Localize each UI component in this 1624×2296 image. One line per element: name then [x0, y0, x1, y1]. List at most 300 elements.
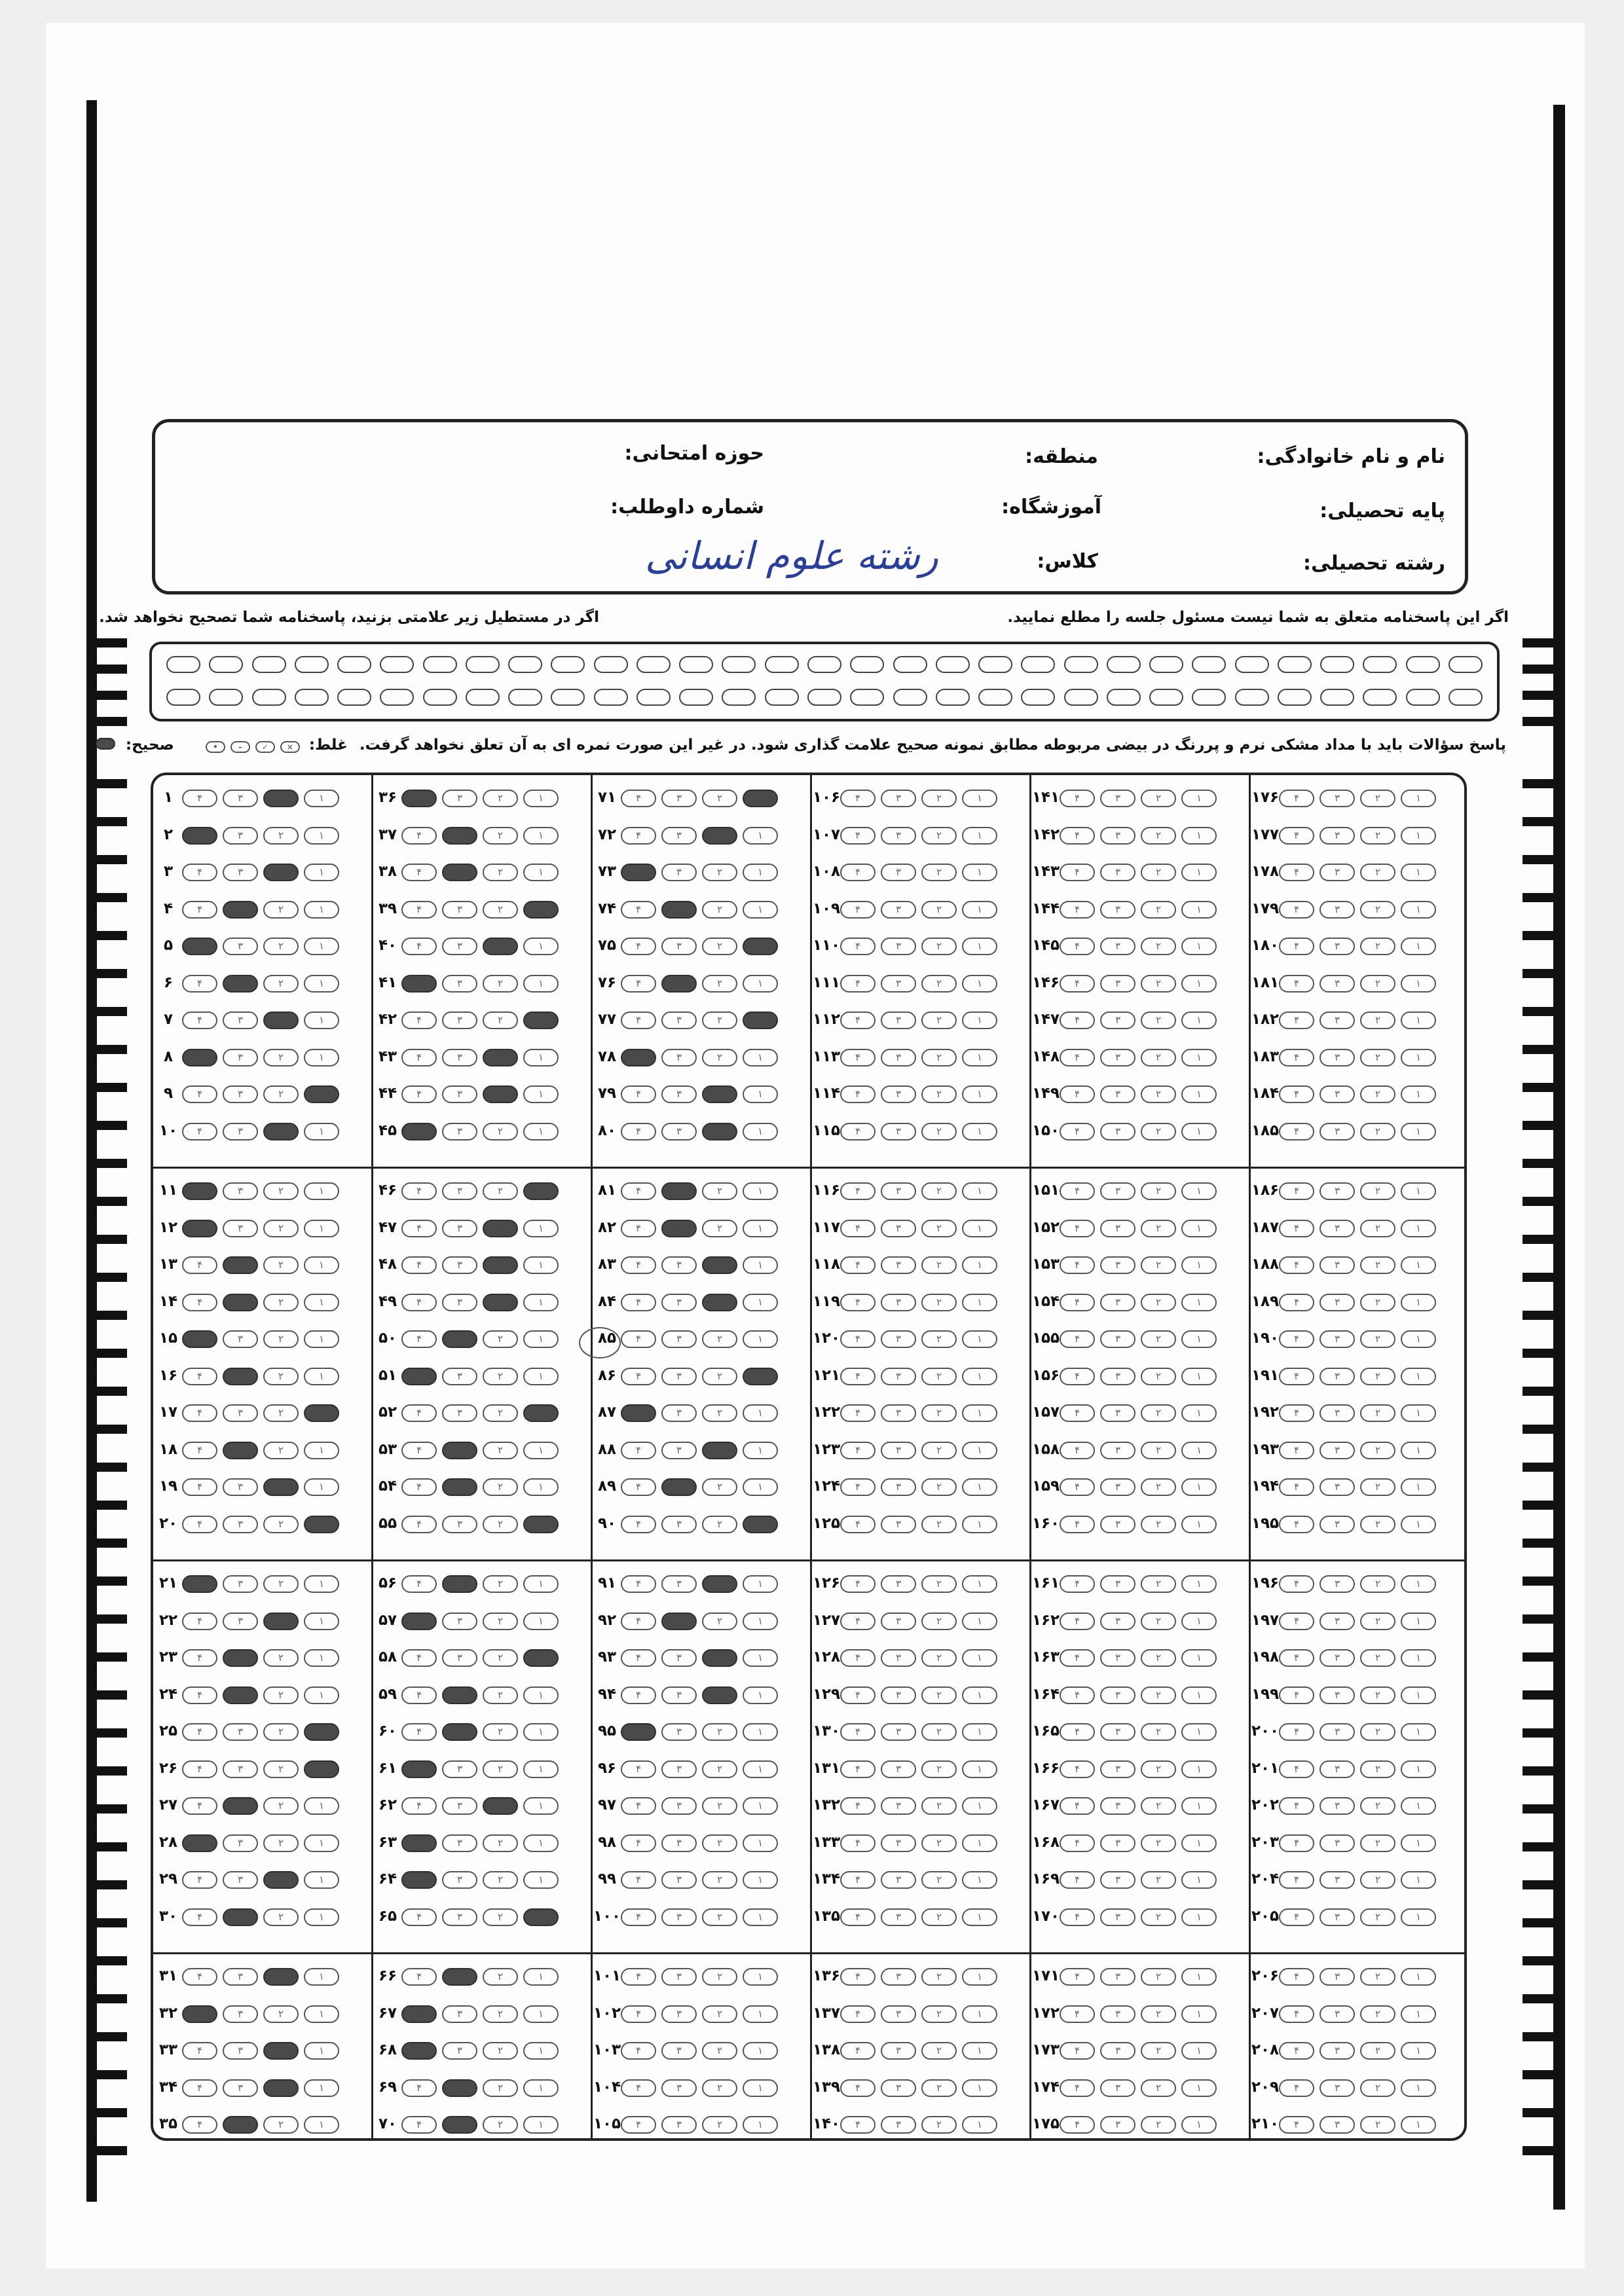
option-bubble[interactable]: ۱ — [1401, 1613, 1436, 1630]
option-bubble[interactable]: ۴ — [1279, 1404, 1314, 1422]
option-bubble[interactable]: ۳ — [881, 1834, 916, 1852]
option-bubble[interactable]: ۴ — [621, 1686, 656, 1704]
option-bubble[interactable]: ۳ — [661, 1686, 697, 1704]
option-bubble[interactable]: ۳ — [661, 2042, 697, 2060]
option-bubble[interactable]: ۱ — [1181, 1404, 1217, 1422]
option-bubble[interactable]: ۱ — [1401, 2116, 1436, 2134]
option-bubble[interactable]: ۳ — [1320, 975, 1355, 993]
option-bubble[interactable]: ۴ — [1279, 1442, 1314, 1459]
option-bubble[interactable]: ۱ — [1401, 1760, 1436, 1778]
option-bubble[interactable]: ۲ — [263, 2116, 299, 2134]
option-bubble[interactable]: ۲ — [263, 1686, 299, 1704]
option-bubble[interactable]: ۲ — [483, 1011, 518, 1029]
option-bubble[interactable]: ۱ — [523, 2079, 559, 2097]
option-bubble[interactable]: ۴ — [1279, 1649, 1314, 1667]
option-bubble[interactable]: ۱ — [523, 1613, 559, 1630]
option-bubble[interactable]: ۳ — [1320, 1123, 1355, 1140]
option-bubble[interactable]: ۳ — [223, 827, 258, 845]
option-bubble[interactable]: ۴ — [401, 1330, 437, 1348]
option-bubble[interactable]: ۳ — [223, 1011, 258, 1029]
code-bubble[interactable] — [1192, 656, 1226, 673]
option-bubble[interactable]: ۳ — [1320, 2005, 1355, 2023]
option-bubble[interactable]: ۴ — [621, 1368, 656, 1385]
option-bubble[interactable]: ۴ — [1060, 975, 1095, 993]
option-bubble[interactable]: ۴ — [621, 1478, 656, 1496]
option-bubble[interactable]: ۴ — [840, 1085, 876, 1103]
option-bubble[interactable]: ۲ — [921, 1085, 957, 1103]
option-bubble[interactable]: ۴ — [182, 1686, 217, 1704]
option-bubble[interactable]: ۴ — [1279, 1085, 1314, 1103]
code-bubble[interactable] — [893, 689, 927, 706]
option-bubble[interactable]: ۲ — [921, 1516, 957, 1533]
option-bubble[interactable]: ۴ — [182, 1442, 217, 1459]
option-bubble[interactable]: ۴ — [1060, 1256, 1095, 1274]
option-bubble[interactable]: ۱ — [962, 1049, 997, 1066]
option-bubble[interactable]: ۱ — [1181, 1330, 1217, 1348]
option-bubble[interactable]: ۴ — [1279, 1613, 1314, 1630]
option-bubble[interactable]: ۲ — [483, 790, 518, 807]
option-bubble[interactable]: ۱ — [1401, 1085, 1436, 1103]
option-bubble[interactable]: ۱ — [743, 1760, 778, 1778]
option-bubble[interactable]: ۳ — [1100, 1442, 1135, 1459]
option-bubble[interactable]: ۱ — [1181, 864, 1217, 881]
option-bubble[interactable]: ۳ — [442, 1797, 477, 1815]
option-bubble[interactable]: ۴ — [621, 1123, 656, 1140]
option-bubble[interactable]: ۱ — [962, 1797, 997, 1815]
option-bubble[interactable]: ۲ — [921, 2116, 957, 2134]
option-bubble[interactable] — [702, 1575, 737, 1593]
option-bubble[interactable]: ۴ — [401, 1256, 437, 1274]
option-bubble[interactable]: ۱ — [1181, 1182, 1217, 1200]
option-bubble[interactable]: ۲ — [263, 1368, 299, 1385]
code-bubble[interactable] — [1192, 689, 1226, 706]
option-bubble[interactable]: ۴ — [840, 1516, 876, 1533]
option-bubble[interactable]: ۴ — [1279, 2042, 1314, 2060]
option-bubble[interactable]: ۲ — [483, 1760, 518, 1778]
option-bubble[interactable]: ۱ — [1181, 1613, 1217, 1630]
option-bubble[interactable]: ۱ — [743, 1613, 778, 1630]
option-bubble[interactable]: ۲ — [1141, 901, 1176, 919]
option-bubble[interactable]: ۱ — [1401, 1575, 1436, 1593]
option-bubble[interactable]: ۴ — [840, 1613, 876, 1630]
option-bubble[interactable]: ۲ — [921, 1330, 957, 1348]
option-bubble[interactable]: ۴ — [1060, 827, 1095, 845]
option-bubble[interactable]: ۳ — [881, 901, 916, 919]
option-bubble[interactable]: ۲ — [921, 1123, 957, 1140]
option-bubble[interactable]: ۲ — [921, 1011, 957, 1029]
option-bubble[interactable]: ۱ — [523, 938, 559, 955]
option-bubble[interactable]: ۳ — [881, 1182, 916, 1200]
option-bubble[interactable]: ۳ — [661, 1085, 697, 1103]
option-bubble[interactable]: ۲ — [263, 1330, 299, 1348]
option-bubble[interactable]: ۲ — [1360, 1516, 1395, 1533]
option-bubble[interactable] — [483, 1256, 518, 1274]
option-bubble[interactable]: ۳ — [661, 827, 697, 845]
option-bubble[interactable]: ۳ — [442, 1256, 477, 1274]
option-bubble[interactable]: ۴ — [401, 1575, 437, 1593]
option-bubble[interactable] — [223, 901, 258, 919]
option-bubble[interactable]: ۳ — [1100, 1294, 1135, 1311]
option-bubble[interactable]: ۲ — [1141, 1123, 1176, 1140]
option-bubble[interactable]: ۳ — [442, 901, 477, 919]
code-bubble[interactable] — [1406, 656, 1440, 673]
option-bubble[interactable]: ۴ — [182, 1797, 217, 1815]
option-bubble[interactable]: ۴ — [1279, 1575, 1314, 1593]
option-bubble[interactable]: ۳ — [1320, 2042, 1355, 2060]
option-bubble[interactable]: ۱ — [962, 2005, 997, 2023]
option-bubble[interactable]: ۲ — [921, 975, 957, 993]
option-bubble[interactable]: ۱ — [1401, 1049, 1436, 1066]
option-bubble[interactable]: ۱ — [962, 1478, 997, 1496]
option-bubble[interactable]: ۴ — [621, 1871, 656, 1889]
option-bubble[interactable]: ۱ — [1181, 1011, 1217, 1029]
option-bubble[interactable]: ۱ — [523, 1085, 559, 1103]
option-bubble[interactable]: ۲ — [1360, 1649, 1395, 1667]
option-bubble[interactable]: ۳ — [881, 1723, 916, 1741]
option-bubble[interactable]: ۳ — [661, 2005, 697, 2023]
option-bubble[interactable]: ۲ — [1141, 790, 1176, 807]
option-bubble[interactable]: ۱ — [1401, 2042, 1436, 2060]
option-bubble[interactable]: ۳ — [442, 1760, 477, 1778]
option-bubble[interactable]: ۳ — [881, 1968, 916, 1986]
option-bubble[interactable]: ۳ — [1100, 790, 1135, 807]
option-bubble[interactable]: ۳ — [223, 2042, 258, 2060]
option-bubble[interactable]: ۳ — [661, 1404, 697, 1422]
option-bubble[interactable] — [442, 2079, 477, 2097]
option-bubble[interactable] — [702, 1294, 737, 1311]
option-bubble[interactable] — [661, 901, 697, 919]
option-bubble[interactable]: ۳ — [1100, 2042, 1135, 2060]
option-bubble[interactable]: ۱ — [1181, 2042, 1217, 2060]
option-bubble[interactable]: ۲ — [702, 2116, 737, 2134]
option-bubble[interactable]: ۳ — [1320, 1256, 1355, 1274]
option-bubble[interactable] — [442, 1968, 477, 1986]
option-bubble[interactable]: ۲ — [921, 790, 957, 807]
option-bubble[interactable]: ۲ — [1360, 1797, 1395, 1815]
option-bubble[interactable]: ۲ — [1141, 1330, 1176, 1348]
option-bubble[interactable] — [223, 1908, 258, 1926]
option-bubble[interactable]: ۱ — [1401, 827, 1436, 845]
option-bubble[interactable] — [223, 2116, 258, 2134]
option-bubble[interactable]: ۳ — [881, 1368, 916, 1385]
option-bubble[interactable]: ۱ — [304, 1649, 339, 1667]
option-bubble[interactable] — [621, 1723, 656, 1741]
option-bubble[interactable]: ۲ — [1141, 1760, 1176, 1778]
option-bubble[interactable]: ۴ — [840, 1575, 876, 1593]
option-bubble[interactable]: ۴ — [621, 827, 656, 845]
option-bubble[interactable]: ۲ — [1141, 1182, 1176, 1200]
option-bubble[interactable]: ۱ — [304, 827, 339, 845]
option-bubble[interactable]: ۲ — [263, 1834, 299, 1852]
option-bubble[interactable]: ۳ — [661, 1834, 697, 1852]
option-bubble[interactable]: ۳ — [223, 1182, 258, 1200]
option-bubble[interactable]: ۳ — [1100, 938, 1135, 955]
option-bubble[interactable]: ۳ — [442, 1649, 477, 1667]
option-bubble[interactable]: ۲ — [921, 1871, 957, 1889]
option-bubble[interactable]: ۱ — [304, 1478, 339, 1496]
option-bubble[interactable]: ۲ — [921, 1442, 957, 1459]
code-bubble[interactable] — [209, 656, 243, 673]
option-bubble[interactable]: ۳ — [223, 1613, 258, 1630]
option-bubble[interactable]: ۱ — [743, 1182, 778, 1200]
code-bubble[interactable] — [893, 656, 927, 673]
code-bubble[interactable] — [337, 656, 371, 673]
option-bubble[interactable]: ۴ — [401, 1649, 437, 1667]
option-bubble[interactable] — [182, 1330, 217, 1348]
option-bubble[interactable]: ۳ — [881, 790, 916, 807]
option-bubble[interactable]: ۱ — [1181, 790, 1217, 807]
option-bubble[interactable]: ۱ — [523, 1294, 559, 1311]
option-bubble[interactable]: ۱ — [1401, 1478, 1436, 1496]
option-bubble[interactable]: ۴ — [1060, 2042, 1095, 2060]
code-bubble[interactable] — [466, 689, 500, 706]
option-bubble[interactable]: ۲ — [1360, 1871, 1395, 1889]
option-bubble[interactable] — [401, 1834, 437, 1852]
option-bubble[interactable] — [182, 1182, 217, 1200]
option-bubble[interactable] — [743, 1516, 778, 1533]
option-bubble[interactable]: ۴ — [1060, 1613, 1095, 1630]
option-bubble[interactable]: ۱ — [1401, 1330, 1436, 1348]
option-bubble[interactable]: ۳ — [1100, 1613, 1135, 1630]
option-bubble[interactable]: ۱ — [962, 1613, 997, 1630]
option-bubble[interactable]: ۲ — [1141, 2005, 1176, 2023]
option-bubble[interactable]: ۳ — [1320, 1049, 1355, 1066]
option-bubble[interactable]: ۳ — [442, 2005, 477, 2023]
option-bubble[interactable]: ۱ — [1181, 1516, 1217, 1533]
option-bubble[interactable]: ۳ — [661, 1442, 697, 1459]
option-bubble[interactable]: ۴ — [182, 1256, 217, 1274]
option-bubble[interactable]: ۲ — [263, 1797, 299, 1815]
option-bubble[interactable]: ۲ — [1141, 1834, 1176, 1852]
option-bubble[interactable]: ۲ — [1141, 1368, 1176, 1385]
option-bubble[interactable]: ۱ — [962, 1871, 997, 1889]
option-bubble[interactable]: ۱ — [1401, 1294, 1436, 1311]
option-bubble[interactable]: ۳ — [1100, 1085, 1135, 1103]
option-bubble[interactable]: ۳ — [881, 975, 916, 993]
option-bubble[interactable]: ۳ — [881, 1575, 916, 1593]
option-bubble[interactable]: ۲ — [1141, 1968, 1176, 1986]
option-bubble[interactable]: ۴ — [621, 2079, 656, 2097]
option-bubble[interactable]: ۱ — [962, 1516, 997, 1533]
option-bubble[interactable]: ۳ — [881, 1220, 916, 1237]
option-bubble[interactable]: ۳ — [223, 1760, 258, 1778]
option-bubble[interactable]: ۲ — [702, 975, 737, 993]
option-bubble[interactable]: ۴ — [840, 1294, 876, 1311]
option-bubble[interactable] — [263, 1011, 299, 1029]
option-bubble[interactable]: ۳ — [1320, 1760, 1355, 1778]
option-bubble[interactable]: ۳ — [881, 1123, 916, 1140]
option-bubble[interactable]: ۳ — [1320, 1834, 1355, 1852]
option-bubble[interactable]: ۳ — [881, 1478, 916, 1496]
option-bubble[interactable]: ۴ — [840, 1478, 876, 1496]
option-bubble[interactable]: ۳ — [881, 1085, 916, 1103]
option-bubble[interactable]: ۱ — [962, 827, 997, 845]
option-bubble[interactable]: ۱ — [962, 1686, 997, 1704]
option-bubble[interactable]: ۳ — [1100, 1330, 1135, 1348]
option-bubble[interactable] — [442, 1442, 477, 1459]
option-bubble[interactable]: ۳ — [1320, 901, 1355, 919]
option-bubble[interactable] — [661, 1613, 697, 1630]
option-bubble[interactable]: ۱ — [962, 901, 997, 919]
option-bubble[interactable]: ۲ — [1360, 1294, 1395, 1311]
option-bubble[interactable]: ۲ — [1360, 2005, 1395, 2023]
option-bubble[interactable]: ۴ — [1279, 2005, 1314, 2023]
code-bubble[interactable] — [1107, 689, 1141, 706]
option-bubble[interactable]: ۳ — [1320, 1478, 1355, 1496]
option-bubble[interactable]: ۱ — [962, 1834, 997, 1852]
option-bubble[interactable]: ۴ — [1279, 1908, 1314, 1926]
option-bubble[interactable]: ۴ — [621, 1908, 656, 1926]
option-bubble[interactable]: ۳ — [1320, 1575, 1355, 1593]
option-bubble[interactable]: ۳ — [1100, 1686, 1135, 1704]
option-bubble[interactable]: ۲ — [702, 2079, 737, 2097]
option-bubble[interactable]: ۴ — [1060, 1442, 1095, 1459]
option-bubble[interactable] — [442, 827, 477, 845]
option-bubble[interactable]: ۳ — [1100, 1049, 1135, 1066]
option-bubble[interactable]: ۴ — [1060, 1368, 1095, 1385]
option-bubble[interactable]: ۳ — [661, 1723, 697, 1741]
option-bubble[interactable]: ۲ — [1141, 2116, 1176, 2134]
option-bubble[interactable]: ۲ — [483, 1686, 518, 1704]
option-bubble[interactable] — [223, 1256, 258, 1274]
option-bubble[interactable]: ۱ — [743, 1649, 778, 1667]
option-bubble[interactable]: ۲ — [263, 1575, 299, 1593]
option-bubble[interactable]: ۲ — [263, 2005, 299, 2023]
option-bubble[interactable]: ۴ — [401, 1220, 437, 1237]
option-bubble[interactable]: ۳ — [442, 1294, 477, 1311]
option-bubble[interactable]: ۱ — [743, 1723, 778, 1741]
option-bubble[interactable]: ۴ — [840, 1723, 876, 1741]
option-bubble[interactable] — [182, 938, 217, 955]
option-bubble[interactable]: ۲ — [1141, 1294, 1176, 1311]
code-bubble[interactable] — [765, 656, 799, 673]
option-bubble[interactable]: ۱ — [523, 790, 559, 807]
option-bubble[interactable]: ۱ — [523, 1123, 559, 1140]
option-bubble[interactable]: ۴ — [182, 1011, 217, 1029]
option-bubble[interactable]: ۲ — [1360, 1256, 1395, 1274]
option-bubble[interactable]: ۴ — [1060, 1649, 1095, 1667]
option-bubble[interactable]: ۴ — [621, 1968, 656, 1986]
option-bubble[interactable]: ۲ — [1360, 1182, 1395, 1200]
option-bubble[interactable]: ۳ — [223, 2005, 258, 2023]
option-bubble[interactable]: ۱ — [1181, 1723, 1217, 1741]
option-bubble[interactable]: ۲ — [921, 1613, 957, 1630]
option-bubble[interactable]: ۱ — [1401, 1649, 1436, 1667]
option-bubble[interactable]: ۱ — [1401, 975, 1436, 993]
option-bubble[interactable]: ۴ — [1279, 2079, 1314, 2097]
option-bubble[interactable]: ۴ — [1279, 975, 1314, 993]
option-bubble[interactable] — [442, 1686, 477, 1704]
option-bubble[interactable]: ۳ — [442, 975, 477, 993]
option-bubble[interactable]: ۱ — [304, 938, 339, 955]
option-bubble[interactable]: ۲ — [483, 1182, 518, 1200]
option-bubble[interactable]: ۳ — [661, 1049, 697, 1066]
option-bubble[interactable]: ۳ — [223, 1516, 258, 1533]
option-bubble[interactable]: ۲ — [1360, 901, 1395, 919]
option-bubble[interactable]: ۱ — [743, 975, 778, 993]
code-bubble[interactable] — [295, 656, 329, 673]
option-bubble[interactable]: ۲ — [1141, 1220, 1176, 1237]
option-bubble[interactable]: ۳ — [223, 1330, 258, 1348]
option-bubble[interactable]: ۳ — [1100, 1011, 1135, 1029]
option-bubble[interactable]: ۲ — [702, 1723, 737, 1741]
option-bubble[interactable]: ۳ — [1320, 2116, 1355, 2134]
option-bubble[interactable]: ۲ — [483, 1908, 518, 1926]
option-bubble[interactable]: ۳ — [1320, 2079, 1355, 2097]
option-bubble[interactable]: ۱ — [523, 1330, 559, 1348]
option-bubble[interactable]: ۲ — [1360, 1968, 1395, 1986]
option-bubble[interactable]: ۳ — [881, 1330, 916, 1348]
option-bubble[interactable]: ۳ — [661, 2116, 697, 2134]
option-bubble[interactable]: ۱ — [304, 1908, 339, 1926]
option-bubble[interactable] — [401, 1613, 437, 1630]
option-bubble[interactable] — [743, 790, 778, 807]
option-bubble[interactable] — [223, 1649, 258, 1667]
code-bubble[interactable] — [1449, 656, 1483, 673]
option-bubble[interactable]: ۴ — [182, 1404, 217, 1422]
option-bubble[interactable]: ۱ — [743, 827, 778, 845]
option-bubble[interactable]: ۲ — [702, 2005, 737, 2023]
option-bubble[interactable]: ۳ — [223, 1478, 258, 1496]
option-bubble[interactable]: ۳ — [1100, 1516, 1135, 1533]
option-bubble[interactable]: ۱ — [523, 1368, 559, 1385]
option-bubble[interactable]: ۲ — [1360, 2079, 1395, 2097]
option-bubble[interactable]: ۴ — [401, 1686, 437, 1704]
option-bubble[interactable]: ۳ — [661, 1649, 697, 1667]
option-bubble[interactable]: ۱ — [962, 975, 997, 993]
option-bubble[interactable]: ۴ — [621, 1294, 656, 1311]
option-bubble[interactable]: ۱ — [304, 1011, 339, 1029]
option-bubble[interactable] — [263, 1871, 299, 1889]
option-bubble[interactable]: ۲ — [1360, 827, 1395, 845]
option-bubble[interactable]: ۱ — [523, 1575, 559, 1593]
option-bubble[interactable]: ۱ — [523, 1442, 559, 1459]
option-bubble[interactable]: ۲ — [483, 827, 518, 845]
option-bubble[interactable]: ۲ — [483, 1123, 518, 1140]
option-bubble[interactable]: ۳ — [1100, 1968, 1135, 1986]
option-bubble[interactable]: ۳ — [881, 1516, 916, 1533]
option-bubble[interactable]: ۴ — [840, 1834, 876, 1852]
option-bubble[interactable]: ۴ — [182, 864, 217, 881]
option-bubble[interactable]: ۲ — [1141, 827, 1176, 845]
option-bubble[interactable]: ۳ — [1320, 1330, 1355, 1348]
option-bubble[interactable]: ۱ — [523, 1871, 559, 1889]
option-bubble[interactable]: ۴ — [1279, 1968, 1314, 1986]
option-bubble[interactable]: ۲ — [921, 1182, 957, 1200]
option-bubble[interactable]: ۴ — [621, 1182, 656, 1200]
option-bubble[interactable] — [702, 1256, 737, 1274]
option-bubble[interactable]: ۴ — [621, 1760, 656, 1778]
option-bubble[interactable]: ۲ — [921, 1908, 957, 1926]
option-bubble[interactable] — [483, 1294, 518, 1311]
option-bubble[interactable]: ۴ — [621, 1516, 656, 1533]
option-bubble[interactable]: ۲ — [1141, 1442, 1176, 1459]
option-bubble[interactable]: ۴ — [1060, 1908, 1095, 1926]
option-bubble[interactable]: ۱ — [962, 2079, 997, 2097]
option-bubble[interactable]: ۲ — [702, 1760, 737, 1778]
option-bubble[interactable]: ۲ — [921, 1797, 957, 1815]
option-bubble[interactable]: ۳ — [1100, 975, 1135, 993]
option-bubble[interactable]: ۴ — [621, 1613, 656, 1630]
option-bubble[interactable]: ۲ — [702, 2042, 737, 2060]
option-bubble[interactable]: ۴ — [1060, 2116, 1095, 2134]
option-bubble[interactable]: ۳ — [1320, 1516, 1355, 1533]
option-bubble[interactable]: ۱ — [962, 1085, 997, 1103]
option-bubble[interactable]: ۲ — [1360, 1368, 1395, 1385]
option-bubble[interactable] — [304, 1516, 339, 1533]
option-bubble[interactable] — [401, 1871, 437, 1889]
option-bubble[interactable]: ۳ — [1100, 2005, 1135, 2023]
